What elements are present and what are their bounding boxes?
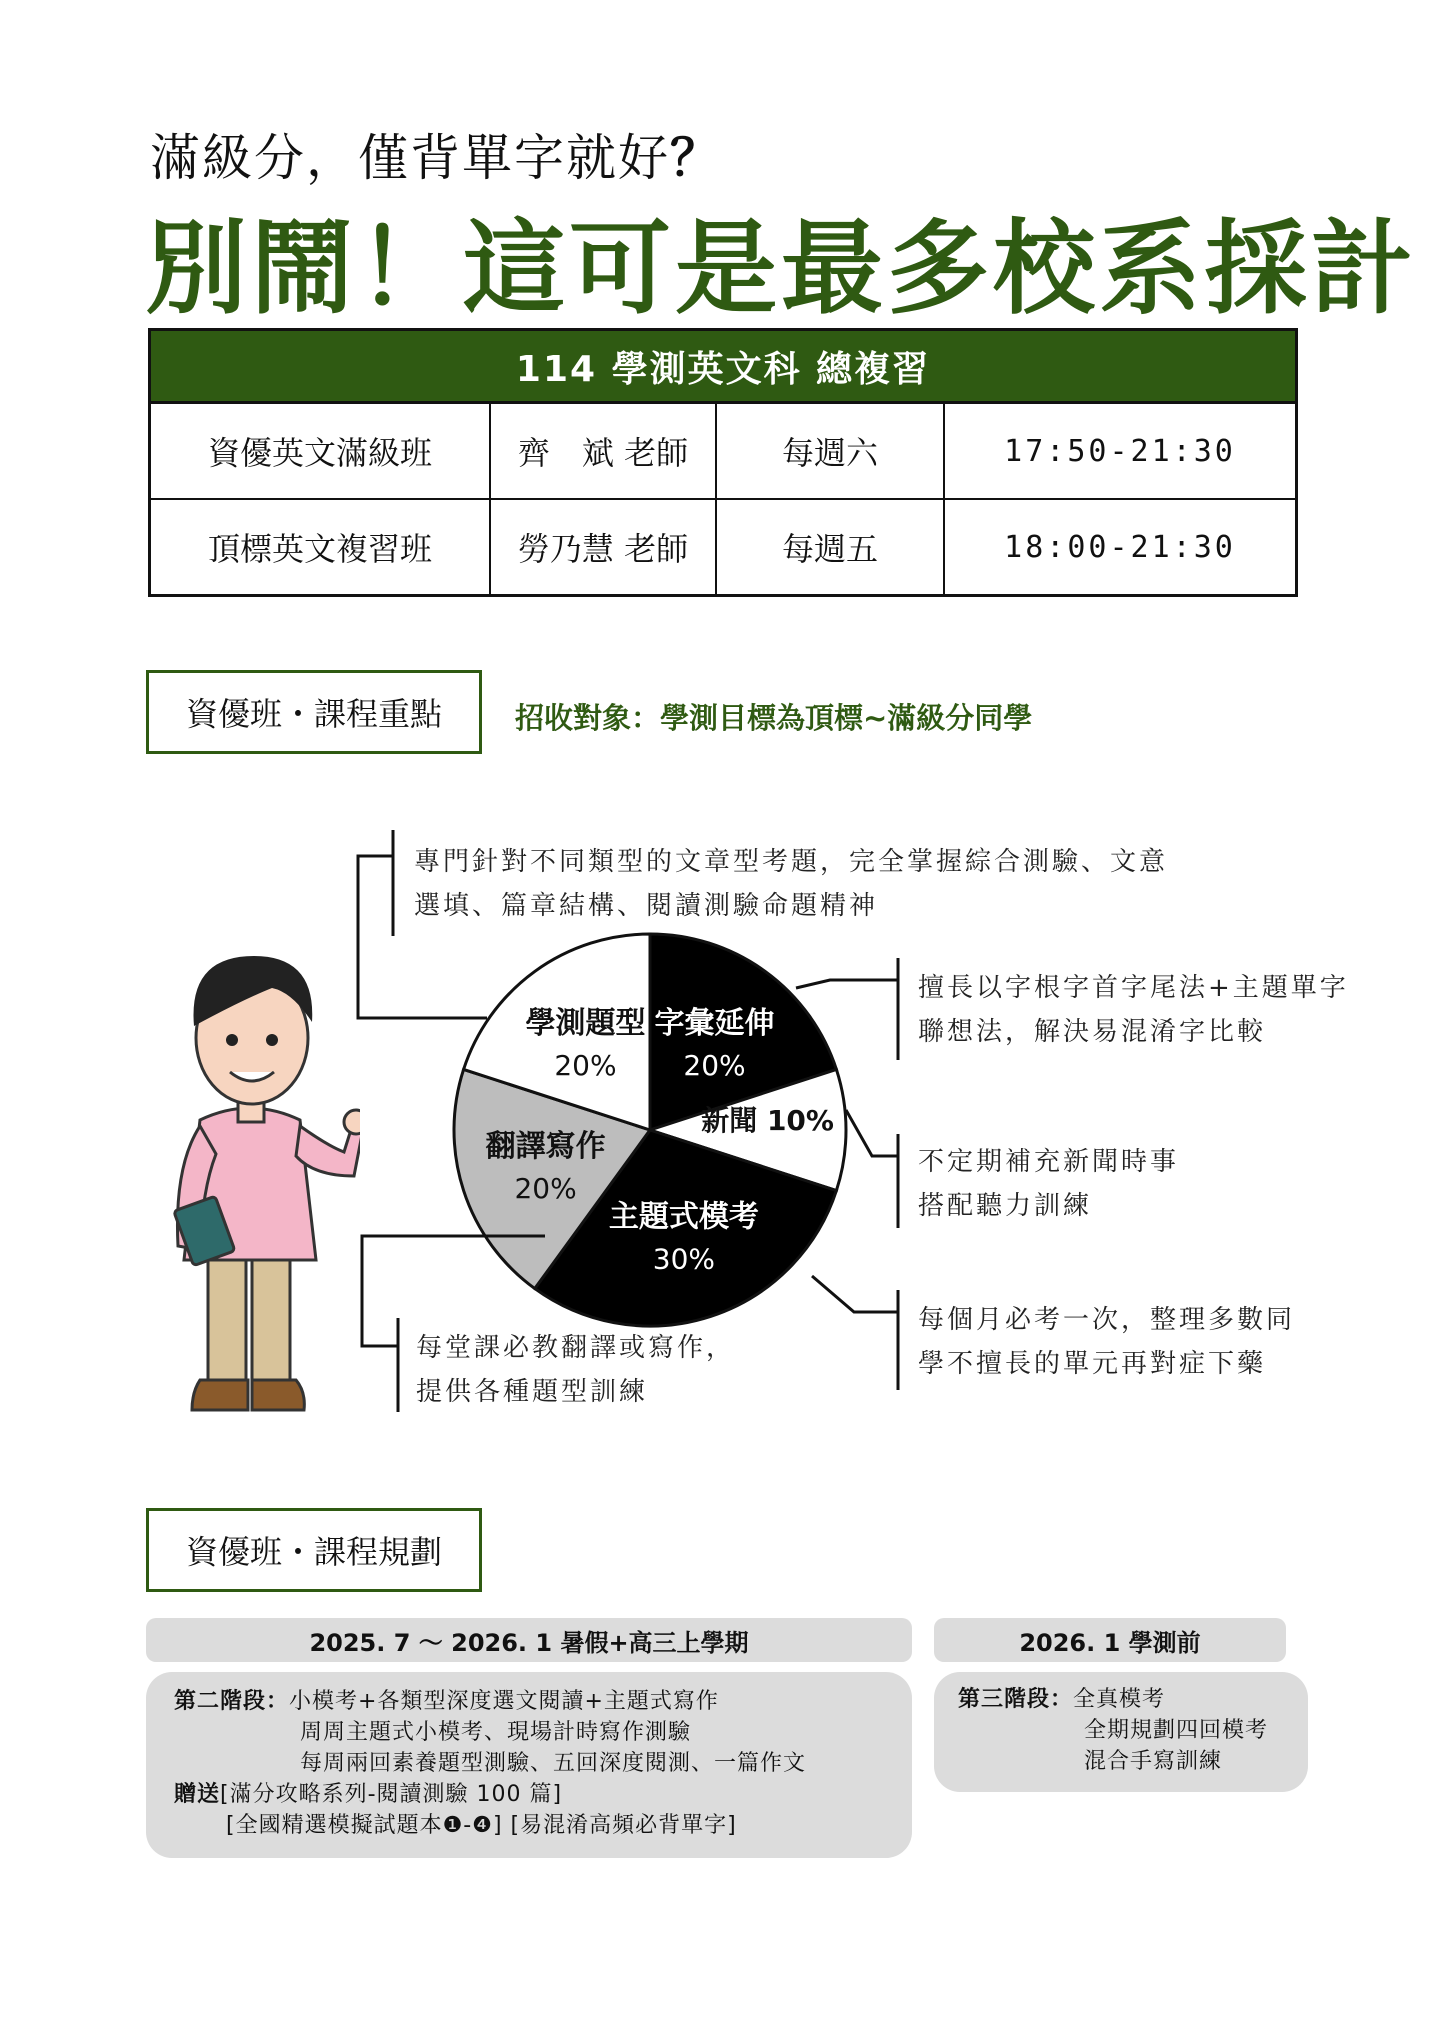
gift-label: 贈送 xyxy=(174,1782,221,1807)
connector-news xyxy=(846,1110,898,1156)
teacher-name: 勞乃慧 老師 xyxy=(490,499,716,596)
note-line: 每堂課必教翻譯或寫作， xyxy=(416,1333,736,1363)
pie-label-0: 字彙延伸 20% xyxy=(654,1006,775,1083)
headline: 別鬧！這可是最多校系採計 xyxy=(145,210,1417,329)
stage-3-label: 第三階段： xyxy=(958,1687,1074,1712)
note-line: 選填、篇章結構、閱讀測驗命題精神 xyxy=(414,891,879,921)
subtitle-text: 滿級分，僅背單字就好 xyxy=(150,129,670,187)
note-line: 擅長以字根字首字尾法+主題單字 xyxy=(918,973,1349,1003)
subtitle-question-mark: ？ xyxy=(670,129,722,187)
note-writing xyxy=(416,1326,735,1414)
note-line: 不定期補充新聞時事 xyxy=(918,1147,1180,1177)
note-line: 聯想法，解決易混淆字比較 xyxy=(918,1017,1267,1047)
period-bar-2: 2026. 1 學測前 xyxy=(934,1618,1286,1662)
note-reading xyxy=(414,840,1168,928)
gift-line: [滿分攻略系列-閱讀測驗 100 篇] xyxy=(220,1782,563,1807)
target-students: 招收對象：學測目標為頂標~滿級分同學 xyxy=(515,701,1033,735)
pie-label-3: 翻譯寫作 20% xyxy=(485,1128,606,1205)
note-line: 每個月必考一次，整理多數同 xyxy=(918,1305,1296,1335)
stage-2-line: 周周主題式小模考、現場計時寫作測驗 xyxy=(300,1720,692,1745)
stage-3-line: 全期規劃四回模考 xyxy=(1084,1718,1269,1743)
note-vocab xyxy=(918,966,1349,1054)
stage-3-line: 全真模考 xyxy=(1073,1687,1166,1712)
course-name: 頂標英文複習班 xyxy=(150,499,491,596)
course-name: 資優英文滿級班 xyxy=(150,403,491,500)
note-mock xyxy=(918,1298,1295,1386)
connector-vocab xyxy=(796,980,898,988)
stage-2-card xyxy=(146,1672,912,1858)
gift-line: [全國精選模擬試題本❶-❹] [易混淆高頻必背單字] xyxy=(226,1813,737,1838)
connector-mock xyxy=(812,1276,898,1312)
note-line: 學不擅長的單元再對症下藥 xyxy=(918,1349,1267,1379)
stage-2-line: 小模考+各類型深度選文閱讀+主題式寫作 xyxy=(289,1689,719,1714)
pie-label-1: 新聞 10% xyxy=(701,1104,834,1137)
period-bar-1: 2025. 7 ～ 2026. 1 暑假+高三上學期 xyxy=(146,1618,912,1662)
pie-label-2: 主題式模考 30% xyxy=(608,1199,759,1276)
stage-3-card xyxy=(934,1672,1308,1792)
stage-3-line: 混合手寫訓練 xyxy=(1084,1749,1223,1774)
class-time: 17:50-21:30 xyxy=(944,403,1297,500)
note-news xyxy=(918,1140,1179,1228)
pie-label-4: 學測題型 20% xyxy=(525,1006,646,1083)
class-day: 每週五 xyxy=(716,499,944,596)
note-line: 專門針對不同類型的文章型考題，完全掌握綜合測驗、文意 xyxy=(414,847,1169,877)
schedule-title: 114 學測英文科 總複習 xyxy=(150,330,1297,403)
stage-2-line: 每周兩回素養題型測驗、五回深度閱測、一篇作文 xyxy=(300,1751,807,1776)
class-time: 18:00-21:30 xyxy=(944,499,1297,596)
section-title-planning: 資優班・課程規劃 xyxy=(146,1508,482,1592)
teacher-name: 齊 斌 老師 xyxy=(490,403,716,500)
note-line: 搭配聽力訓練 xyxy=(918,1191,1093,1221)
stage-2-label: 第二階段： xyxy=(174,1689,290,1714)
note-line: 提供各種題型訓練 xyxy=(416,1377,649,1407)
class-day: 每週六 xyxy=(716,403,944,500)
section-title-focus: 資優班・課程重點 xyxy=(146,670,482,754)
